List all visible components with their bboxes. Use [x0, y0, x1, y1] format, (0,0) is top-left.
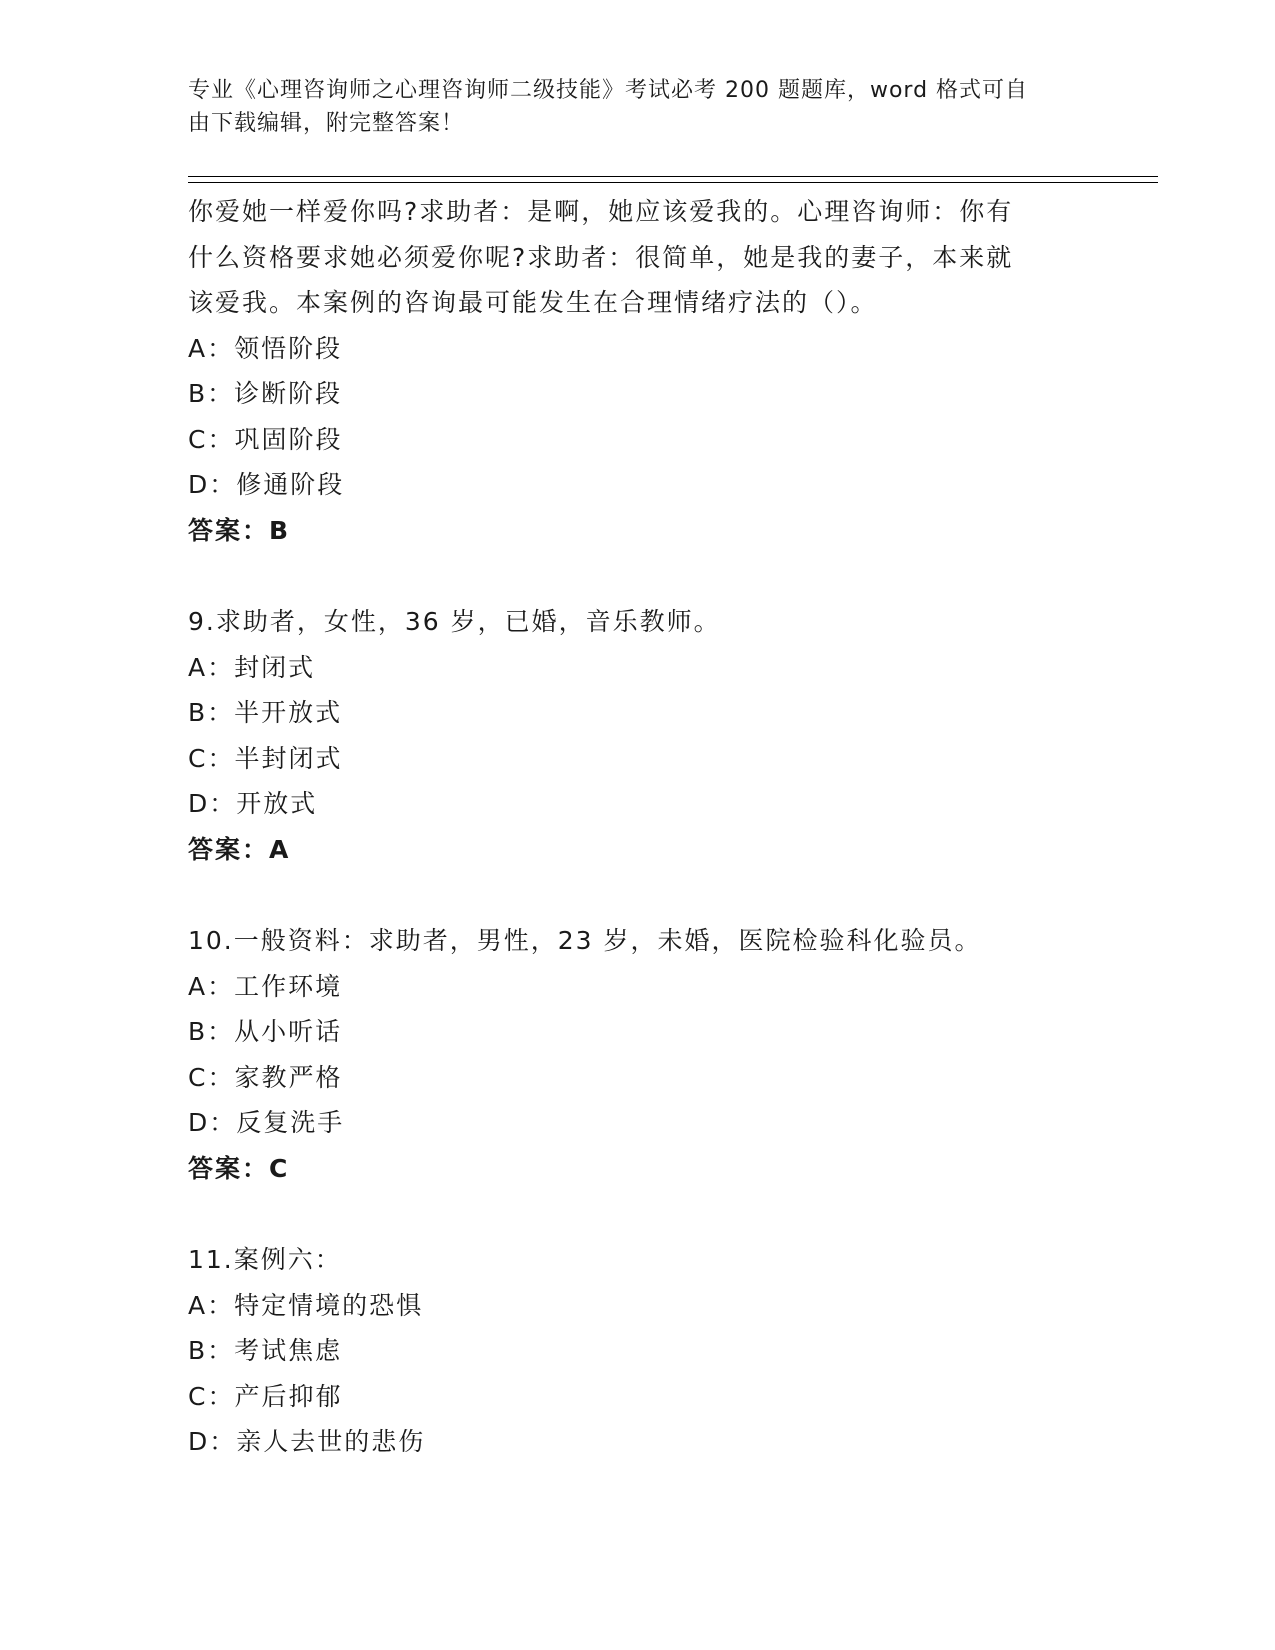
document-body [188, 189, 1108, 1465]
option-c: C：产后抑郁 [188, 1381, 343, 1411]
option-d: D：修通阶段 [188, 470, 345, 499]
question-text-line: 你爱她一样爱你吗?求助者：是啊，她应该爱我的。心理咨询师：你有 [188, 197, 1014, 226]
question-text-line: 什么资格要求她必须爱你呢?求助者：很简单，她是我的妻子，本来就 [188, 242, 1014, 272]
question-block-9 [188, 599, 1108, 872]
question-stem: 11.案例六： [188, 1245, 342, 1274]
option-d: D：开放式 [188, 789, 318, 818]
option-b: B：诊断阶段 [188, 379, 343, 408]
spacer [188, 553, 1108, 599]
option-d: D：亲人去世的悲伤 [188, 1427, 426, 1456]
option-c: C：半封闭式 [188, 743, 343, 773]
question-block-10 [188, 918, 1108, 1191]
answer-line: 答案：A [188, 834, 291, 864]
header-line-2: 由下载编辑，附完整答案！ [188, 111, 465, 136]
header-divider-bottom [188, 182, 1158, 183]
question-block-continued [188, 189, 1108, 553]
spacer [188, 1191, 1108, 1237]
option-b: B：考试焦虑 [188, 1336, 343, 1365]
option-b: B：半开放式 [188, 698, 343, 727]
answer-line: 答案：B [188, 515, 291, 545]
option-a: A：特定情境的恐惧 [188, 1290, 424, 1320]
option-c: C：巩固阶段 [188, 424, 343, 454]
option-d: D：反复洗手 [188, 1108, 345, 1137]
option-c: C：家教严格 [188, 1062, 343, 1092]
spacer [188, 872, 1108, 918]
header-divider-top [188, 176, 1158, 177]
document-header [188, 74, 1088, 140]
option-a: A：封闭式 [188, 652, 316, 682]
option-a: A：领悟阶段 [188, 333, 343, 363]
answer-line: 答案：C [188, 1153, 290, 1183]
question-stem: 10.一般资料：求助者，男性，23 岁，未婚，医院检验科化验员。 [188, 926, 982, 955]
question-stem: 9.求助者，女性，36 岁，已婚，音乐教师。 [188, 607, 721, 636]
option-a: A：工作环境 [188, 971, 343, 1001]
question-block-11 [188, 1237, 1108, 1465]
question-text-line: 该爱我。本案例的咨询最可能发生在合理情绪疗法的（）。 [188, 288, 878, 317]
option-b: B：从小听话 [188, 1017, 343, 1046]
header-line-1: 专业《心理咨询师之心理咨询师二级技能》考试必考 200 题题库，word 格式可自 [188, 78, 1029, 103]
